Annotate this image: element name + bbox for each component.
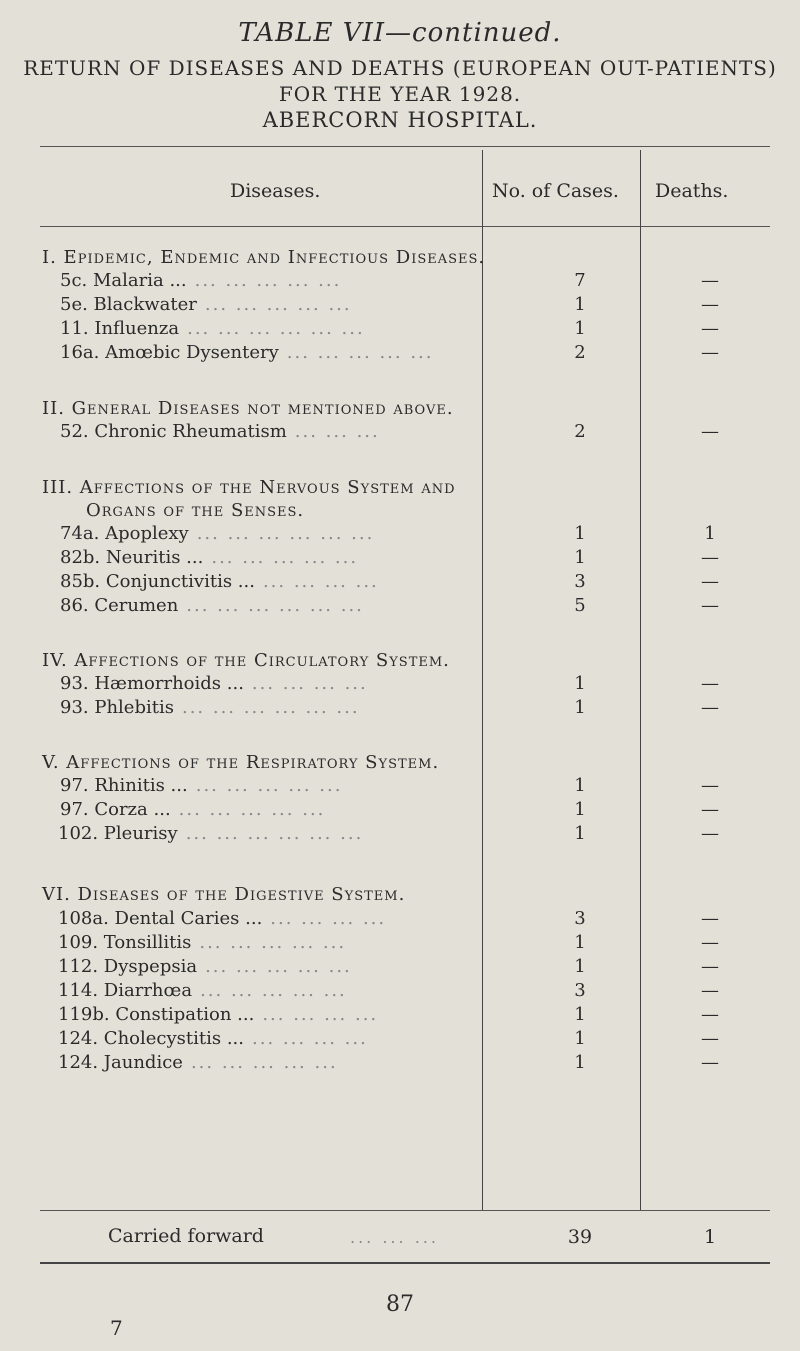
deaths-value: — [701, 571, 719, 592]
disease-name: 5c. Malaria ... [60, 270, 187, 291]
page-number: 87 [386, 1292, 414, 1317]
section-title-continued: Organs of the Senses. [86, 500, 305, 521]
disease-name: 86. Cerumen [60, 595, 179, 616]
table-row: 97. Rhinitis ... ... ... ... ... ... [60, 775, 343, 796]
disease-name: 102. Pleurisy [58, 823, 178, 844]
disease-name: 124. Jaundice [58, 1052, 183, 1073]
disease-name: 5e. Blackwater [60, 294, 197, 315]
table-row: 97. Corza ... ... ... ... ... ... [60, 799, 326, 820]
deaths-value: — [701, 318, 719, 339]
deaths-value: — [701, 956, 719, 977]
cases-value: 7 [574, 270, 586, 291]
cases-value: 3 [574, 571, 586, 592]
section-title: II. General Diseases not mentioned above. [42, 398, 454, 419]
disease-name: 124. Cholecystitis ... [58, 1028, 245, 1049]
hospital-name: ABERCORN HOSPITAL. [262, 108, 538, 132]
carried-forward-label: Carried forward [108, 1225, 264, 1247]
table-row: 102. Pleurisy ... ... ... ... ... ... [58, 823, 364, 844]
table-row: 85b. Conjunctivitis ... ... ... ... ... [60, 571, 379, 592]
table-subtitle-line1: RETURN OF DISEASES AND DEATHS (EUROPEAN OUT-PATIENTS) [23, 56, 777, 80]
cases-value: 5 [574, 595, 586, 616]
table-title: TABLE VII—continued. [238, 18, 562, 48]
table-row: 82b. Neuritis ... ... ... ... ... ... [60, 547, 359, 568]
table-row: 124. Jaundice ... ... ... ... ... [58, 1052, 338, 1073]
column-header-cases: No. of Cases. [492, 180, 619, 202]
cases-value: 1 [574, 1004, 586, 1025]
cases-value: 1 [574, 547, 586, 568]
column-header-diseases: Diseases. [230, 180, 321, 202]
disease-name: 85b. Conjunctivitis ... [60, 571, 255, 592]
disease-name: 16a. Amœbic Dysentery [60, 342, 279, 363]
table-row: 124. Cholecystitis ... ... ... ... ... [58, 1028, 368, 1049]
disease-name: 11. Influenza [60, 318, 180, 339]
section-title: IV. Affections of the Circulatory System. [42, 650, 450, 671]
total-rule-top [40, 1210, 770, 1211]
header-rule-bottom [40, 226, 770, 227]
cases-value: 1 [574, 1052, 586, 1073]
table-row: 93. Phlebitis ... ... ... ... ... ... [60, 697, 360, 718]
deaths-value: — [701, 908, 719, 929]
disease-name: 108a. Dental Caries ... [58, 908, 263, 929]
carried-forward-deaths: 1 [703, 1226, 717, 1248]
carried-forward-cases: 39 [567, 1226, 593, 1248]
deaths-value: — [701, 595, 719, 616]
disease-name: 112. Dyspepsia [58, 956, 198, 977]
table-row: 5e. Blackwater ... ... ... ... ... [60, 294, 352, 315]
table-subtitle-line2: FOR THE YEAR 1928. [278, 82, 522, 106]
table-row: 86. Cerumen ... ... ... ... ... ... [60, 595, 364, 616]
deaths-value: — [701, 775, 719, 796]
column-header-deaths: Deaths. [655, 180, 729, 202]
header-rule-top [40, 146, 770, 147]
disease-name: 119b. Constipation ... [58, 1004, 255, 1025]
deaths-value: — [701, 980, 719, 1001]
disease-name: 97. Rhinitis ... [60, 775, 188, 796]
cases-value: 1 [574, 823, 586, 844]
cases-value: 1 [574, 775, 586, 796]
cases-value: 1 [574, 294, 586, 315]
deaths-value: — [701, 1028, 719, 1049]
table-row: 112. Dyspepsia ... ... ... ... ... [58, 956, 352, 977]
section-title: I. Epidemic, Endemic and Infectious Diseases. [42, 247, 486, 268]
cases-value: 1 [574, 697, 586, 718]
disease-name: 97. Corza ... [60, 799, 171, 820]
section-title: III. Affections of the Nervous System and [42, 477, 456, 498]
deaths-value: 1 [704, 523, 716, 544]
disease-name: 114. Diarrhœa [58, 980, 193, 1001]
deaths-value: — [701, 932, 719, 953]
cases-value: 3 [574, 908, 586, 929]
table-row: 93. Hæmorrhoids ... ... ... ... ... [60, 673, 368, 694]
deaths-value: — [701, 547, 719, 568]
cases-value: 2 [574, 421, 586, 442]
table-row: 114. Diarrhœa ... ... ... ... ... [58, 980, 347, 1001]
cases-value: 1 [574, 318, 586, 339]
disease-name: 109. Tonsillitis [58, 932, 192, 953]
disease-name: 82b. Neuritis ... [60, 547, 204, 568]
column-divider-deaths [640, 150, 641, 1210]
deaths-value: — [701, 673, 719, 694]
carried-forward-dots: ... ... ... [350, 1228, 439, 1247]
table-row: 5c. Malaria ... ... ... ... ... ... [60, 270, 342, 291]
deaths-value: — [701, 1004, 719, 1025]
table-row: 16a. Amœbic Dysentery ... ... ... ... ... [60, 342, 434, 363]
deaths-value: — [701, 421, 719, 442]
disease-name: 52. Chronic Rheumatism [60, 421, 287, 442]
cases-value: 3 [574, 980, 586, 1001]
table-row: 74a. Apoplexy ... ... ... ... ... ... [60, 523, 375, 544]
section-title: V. Affections of the Respiratory System. [42, 752, 440, 773]
section-title: VI. Diseases of the Digestive System. [42, 884, 406, 905]
deaths-value: — [701, 1052, 719, 1073]
deaths-value: — [701, 342, 719, 363]
cases-value: 1 [574, 673, 586, 694]
deaths-value: — [701, 799, 719, 820]
column-divider-cases [482, 150, 483, 1210]
deaths-value: — [701, 294, 719, 315]
margin-mark: 7 [110, 1316, 123, 1340]
deaths-value: — [701, 697, 719, 718]
cases-value: 1 [574, 799, 586, 820]
disease-name: 93. Phlebitis [60, 697, 174, 718]
table-row: 119b. Constipation ... ... ... ... ... [58, 1004, 379, 1025]
disease-name: 93. Hæmorrhoids ... [60, 673, 244, 694]
table-row: 52. Chronic Rheumatism ... ... ... [60, 421, 380, 442]
table-row: 109. Tonsillitis ... ... ... ... ... [58, 932, 347, 953]
cases-value: 2 [574, 342, 586, 363]
cases-value: 1 [574, 523, 586, 544]
cases-value: 1 [574, 932, 586, 953]
disease-name: 74a. Apoplexy [60, 523, 189, 544]
cases-value: 1 [574, 1028, 586, 1049]
table-row: 11. Influenza ... ... ... ... ... ... [60, 318, 365, 339]
table-row: 108a. Dental Caries ... ... ... ... ... [58, 908, 387, 929]
deaths-value: — [701, 823, 719, 844]
cases-value: 1 [574, 956, 586, 977]
deaths-value: — [701, 270, 719, 291]
total-rule-bottom [40, 1262, 770, 1264]
